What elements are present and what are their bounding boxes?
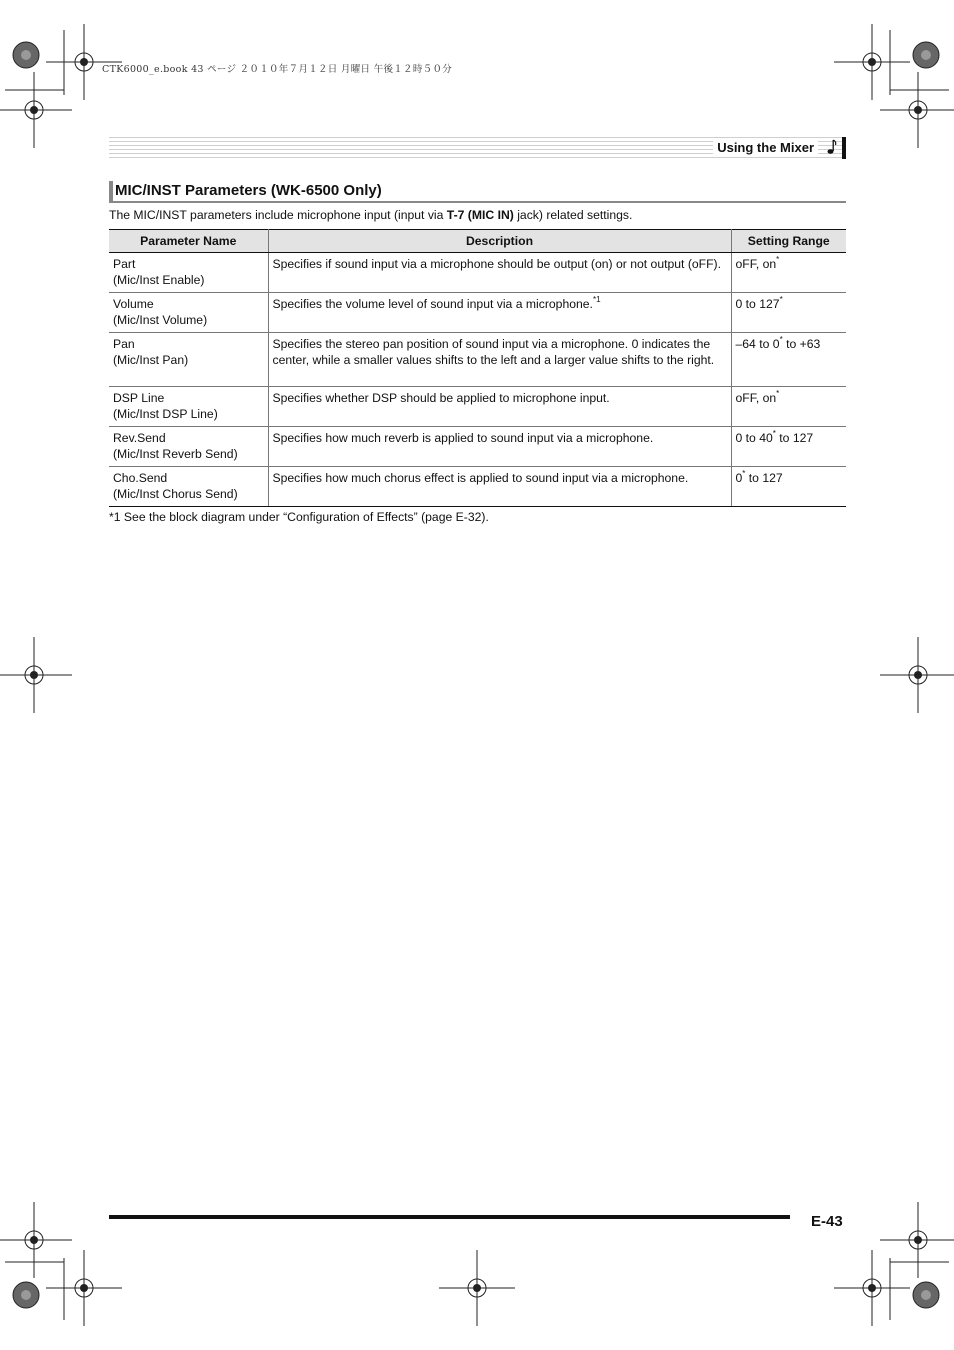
music-note-icon <box>827 139 837 155</box>
range-mark: * <box>779 294 783 304</box>
range-mark: * <box>742 468 746 478</box>
range-value: oFF, on <box>735 257 777 271</box>
param-subname: (Mic/Inst Reverb Send) <box>113 447 238 461</box>
param-name: Volume <box>113 297 154 311</box>
description-cell <box>268 253 731 293</box>
range-value: 0 <box>735 471 743 485</box>
range-cell <box>731 427 846 467</box>
param-description: Specifies how much chorus effect is applied to sound input via a microphone. <box>272 471 689 485</box>
table-row <box>109 293 846 333</box>
param-description: Specifies how much reverb is applied to sound input via a microphone. <box>272 431 654 445</box>
range-value: 0 to 40 <box>735 431 773 445</box>
range-value-end: to +63 <box>782 337 821 351</box>
page-number: E-43 <box>811 1213 843 1230</box>
table-header-row <box>109 230 846 253</box>
param-subname: (Mic/Inst Enable) <box>113 273 205 287</box>
header-bar <box>842 137 846 159</box>
param-name-cell <box>109 467 268 507</box>
column-header: Parameter Name <box>109 230 268 253</box>
table-row <box>109 253 846 293</box>
range-value: 0 to 127 <box>735 297 780 311</box>
print-info: CTK6000_e.book 43 ページ ２０１０年７月１２日 月曜日 午後１２時５０分 <box>102 64 453 75</box>
param-description: Specifies the volume level of sound input via a microphone. <box>272 297 593 311</box>
param-description: Specifies the stereo pan position of sound input via a microphone. 0 indicates the center, while a smaller values shifts to the left and a larger value shifts to the right. <box>272 337 715 367</box>
section-mark <box>109 181 113 201</box>
description-cell <box>268 333 731 387</box>
section-heading <box>109 181 846 203</box>
range-cell <box>731 293 846 333</box>
param-subname: (Mic/Inst Pan) <box>113 353 189 367</box>
param-name-cell <box>109 333 268 387</box>
param-subname: (Mic/Inst DSP Line) <box>113 407 218 421</box>
param-name-cell <box>109 387 268 427</box>
range-value-end: to 127 <box>775 431 814 445</box>
description-cell <box>268 387 731 427</box>
footnote: *1 See the block diagram under “Configuration of Effects” (page E-32). <box>109 510 489 524</box>
intro-jack: T-7 (MIC IN) <box>446 208 514 222</box>
column-header: Description <box>268 230 731 253</box>
column-header: Setting Range <box>731 230 846 253</box>
range-mark: * <box>772 428 776 438</box>
header-title: Using the Mixer <box>713 140 818 155</box>
range-cell <box>731 333 846 387</box>
range-mark: * <box>776 388 780 398</box>
param-description: Specifies whether DSP should be applied to microphone input. <box>272 391 610 405</box>
param-name-cell <box>109 293 268 333</box>
table-row <box>109 333 846 387</box>
param-subname: (Mic/Inst Chorus Send) <box>113 487 238 501</box>
table-row <box>109 467 846 507</box>
intro-paragraph <box>109 208 632 222</box>
param-name: Cho.Send <box>113 471 168 485</box>
range-value-end: to 127 <box>745 471 783 485</box>
param-name: Pan <box>113 337 135 351</box>
footer-rule <box>109 1215 790 1219</box>
param-name: DSP Line <box>113 391 165 405</box>
description-note: *1 <box>592 294 601 304</box>
param-name: Rev.Send <box>113 431 166 445</box>
range-cell <box>731 467 846 507</box>
param-name-cell <box>109 253 268 293</box>
param-name: Part <box>113 257 136 271</box>
param-name-cell <box>109 427 268 467</box>
running-header <box>109 137 846 159</box>
description-cell <box>268 467 731 507</box>
intro-text-end: jack) related settings. <box>513 208 633 222</box>
range-cell <box>731 387 846 427</box>
table-row <box>109 427 846 467</box>
range-cell <box>731 253 846 293</box>
description-cell <box>268 293 731 333</box>
intro-text: The MIC/INST parameters include microphone input (input via <box>109 208 447 222</box>
table-row <box>109 387 846 427</box>
range-mark: * <box>779 334 783 344</box>
section-title: MIC/INST Parameters (WK-6500 Only) <box>115 182 382 199</box>
range-mark: * <box>776 254 780 264</box>
range-value: –64 to 0 <box>735 337 780 351</box>
parameters-table <box>109 229 846 507</box>
param-subname: (Mic/Inst Volume) <box>113 313 208 327</box>
range-value: oFF, on <box>735 391 777 405</box>
description-cell <box>268 427 731 467</box>
param-description: Specifies if sound input via a microphone should be output (on) or not output (oFF). <box>272 257 721 271</box>
